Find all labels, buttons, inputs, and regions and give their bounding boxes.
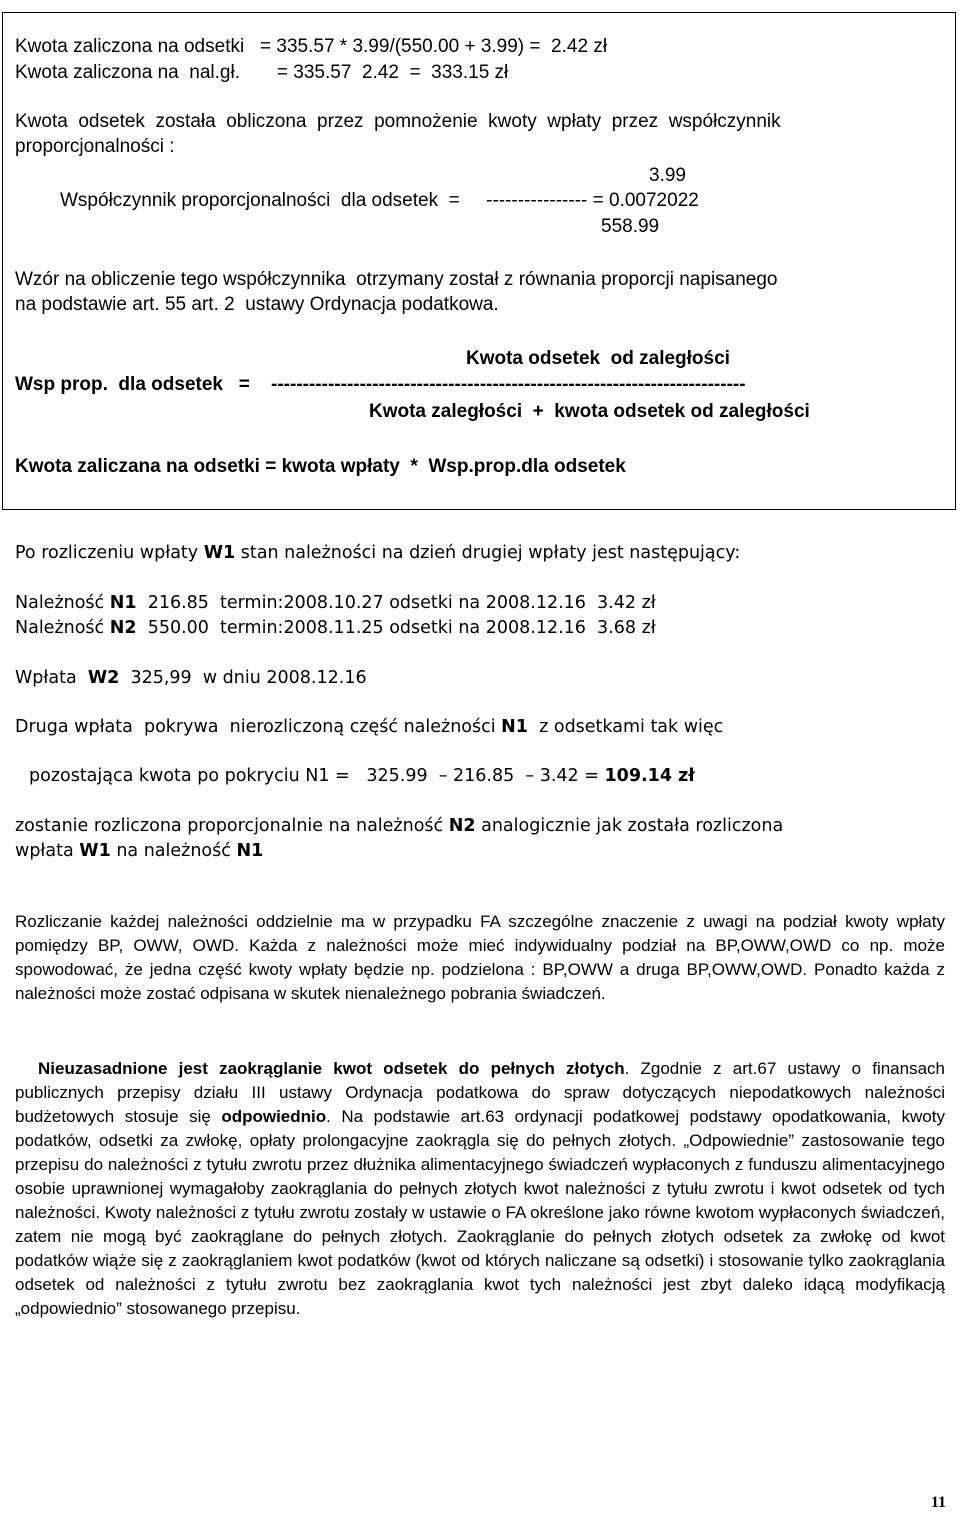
paragraph-settlement: Rozliczanie każdej należności oddzielnie ma w przypadku FA szczególne znaczenie z uwagi na podział kwoty wpłaty pomiędzy BP, OWW, OWD. Każda z należności może mieć indywidualny podział na BP,OWW,OWD co np. może spowodować, że jedna część kwoty wpłaty będzie np. podzielona : BP,OWW a druga BP,OWW,OWD. Ponadto każda z należności może zostać odpisana w skutek nienależnego pobrania świadczeń. (15, 912, 945, 1003)
box-line-1: Kwota zaliczona na odsetki = 335.57 * 3.99/(550.00 + 3.99) = 2.42 zł (15, 36, 608, 57)
coefficient-line: Współczynnik proporcjonalności dla odsetek = ---------------- = 0.0072022 (60, 190, 699, 211)
coefficient-denominator: 558.99 (601, 216, 660, 237)
formula-box (2, 12, 956, 510)
payment-w2: Wpłata W2 325,99 w dniu 2008.12.16 (15, 668, 367, 688)
settlement-status-line: Po rozliczeniu wpłaty W1 stan należności na dzień drugiej wpłaty jest następujący: (15, 543, 741, 563)
remaining-amount-line: pozostająca kwota po pokryciu N1 = 325.99 – 216.85 – 3.42 = 109.14 zł (29, 766, 695, 786)
coefficient-numerator: 3.99 (649, 165, 686, 186)
wsp-numerator: Kwota odsetek od zaległości (466, 348, 730, 369)
page-number: 11 (930, 1494, 946, 1511)
box-line-2: Kwota zaliczona na nal.gł. = 335.57 2.42 = 333.15 zł (15, 62, 509, 83)
second-payment-line: Druga wpłata pokrywa nierozliczoną część należności N1 z odsetkami tak więc (15, 717, 724, 737)
paragraph-rounding: Nieuzasadnione jest zaokrąglanie kwot odsetek do pełnych złotych. Zgodnie z art.67 ustawy o finansach publicznych przepisy działu III ustawy Ordynacja podatkowa do spraw dotyczących niepodatkowych należności budżetowych stosuje się odpowiednio. Na podstawie art.63 ordynacji podatkowej podstawy opodatkowania, kwoty podatków, odsetki za zwłokę, opłaty prolongacyjne zaokrągla się do pełnych złotych. „Odpowiednie” zastosowanie tego przepisu do należności z tytułu zwrotu przez dłużnika alimentacyjnego świadczeń wypłaconych z funduszu alimentacyjnego osobie uprawnionej wymagałoby zaokrąglania do pełnych złotych kwot należności z tytułu zwrotu i kwot odsetek od tych należności. Kwoty należności z tytułu zwrotu zostały w ustawie o FA określone jako równe kwotom wypłaconych świadczeń, zatem nie mogą być zaokrąglane do pełnych złotych. Zaokrąglanie do pełnych złotych odsetek za zwłokę od kwot podatków wiąże się z zaokrąglaniem kwot podatków (kwot od których naliczane są odsetki) i stosowanie tylko zaokrąglania odsetek od należności z tytułu zwrotu bez zaokrąglania kwot tych należności jest zbyt daleko idącą modyfikacją „odpowiednio” stosowanego przepisu. (15, 1059, 945, 1318)
wsp-denominator: Kwota zaległości + kwota odsetek od zaległości (369, 401, 810, 422)
formula-note-2: na podstawie art. 55 art. 2 ustawy Ordynacja podatkowa. (15, 294, 499, 315)
proportional-line: zostanie rozliczona proporcjonalnie na należność N2 analogicznie jak została rozliczona (15, 816, 784, 836)
interest-formula: Kwota zaliczana na odsetki = kwota wpłaty * Wsp.prop.dla odsetek (15, 456, 626, 477)
wsp-line: Wsp prop. dla odsetek = --------------------------------------------------------------------------- (15, 374, 746, 395)
payment-w1-line: wpłata W1 na należność N1 (15, 841, 264, 861)
box-line-3: Kwota odsetek została obliczona przez pomnożenie kwoty wpłaty przez współczynnik (15, 111, 781, 132)
receivable-n1: Należność N1 216.85 termin:2008.10.27 odsetki na 2008.12.16 3.42 zł (15, 593, 656, 613)
box-line-4: proporcjonalności : (15, 136, 175, 157)
receivable-n2: Należność N2 550.00 termin:2008.11.25 odsetki na 2008.12.16 3.68 zł (15, 618, 656, 638)
formula-note-1: Wzór na obliczenie tego współczynnika otrzymany został z równania proporcji napisanego (15, 269, 778, 290)
